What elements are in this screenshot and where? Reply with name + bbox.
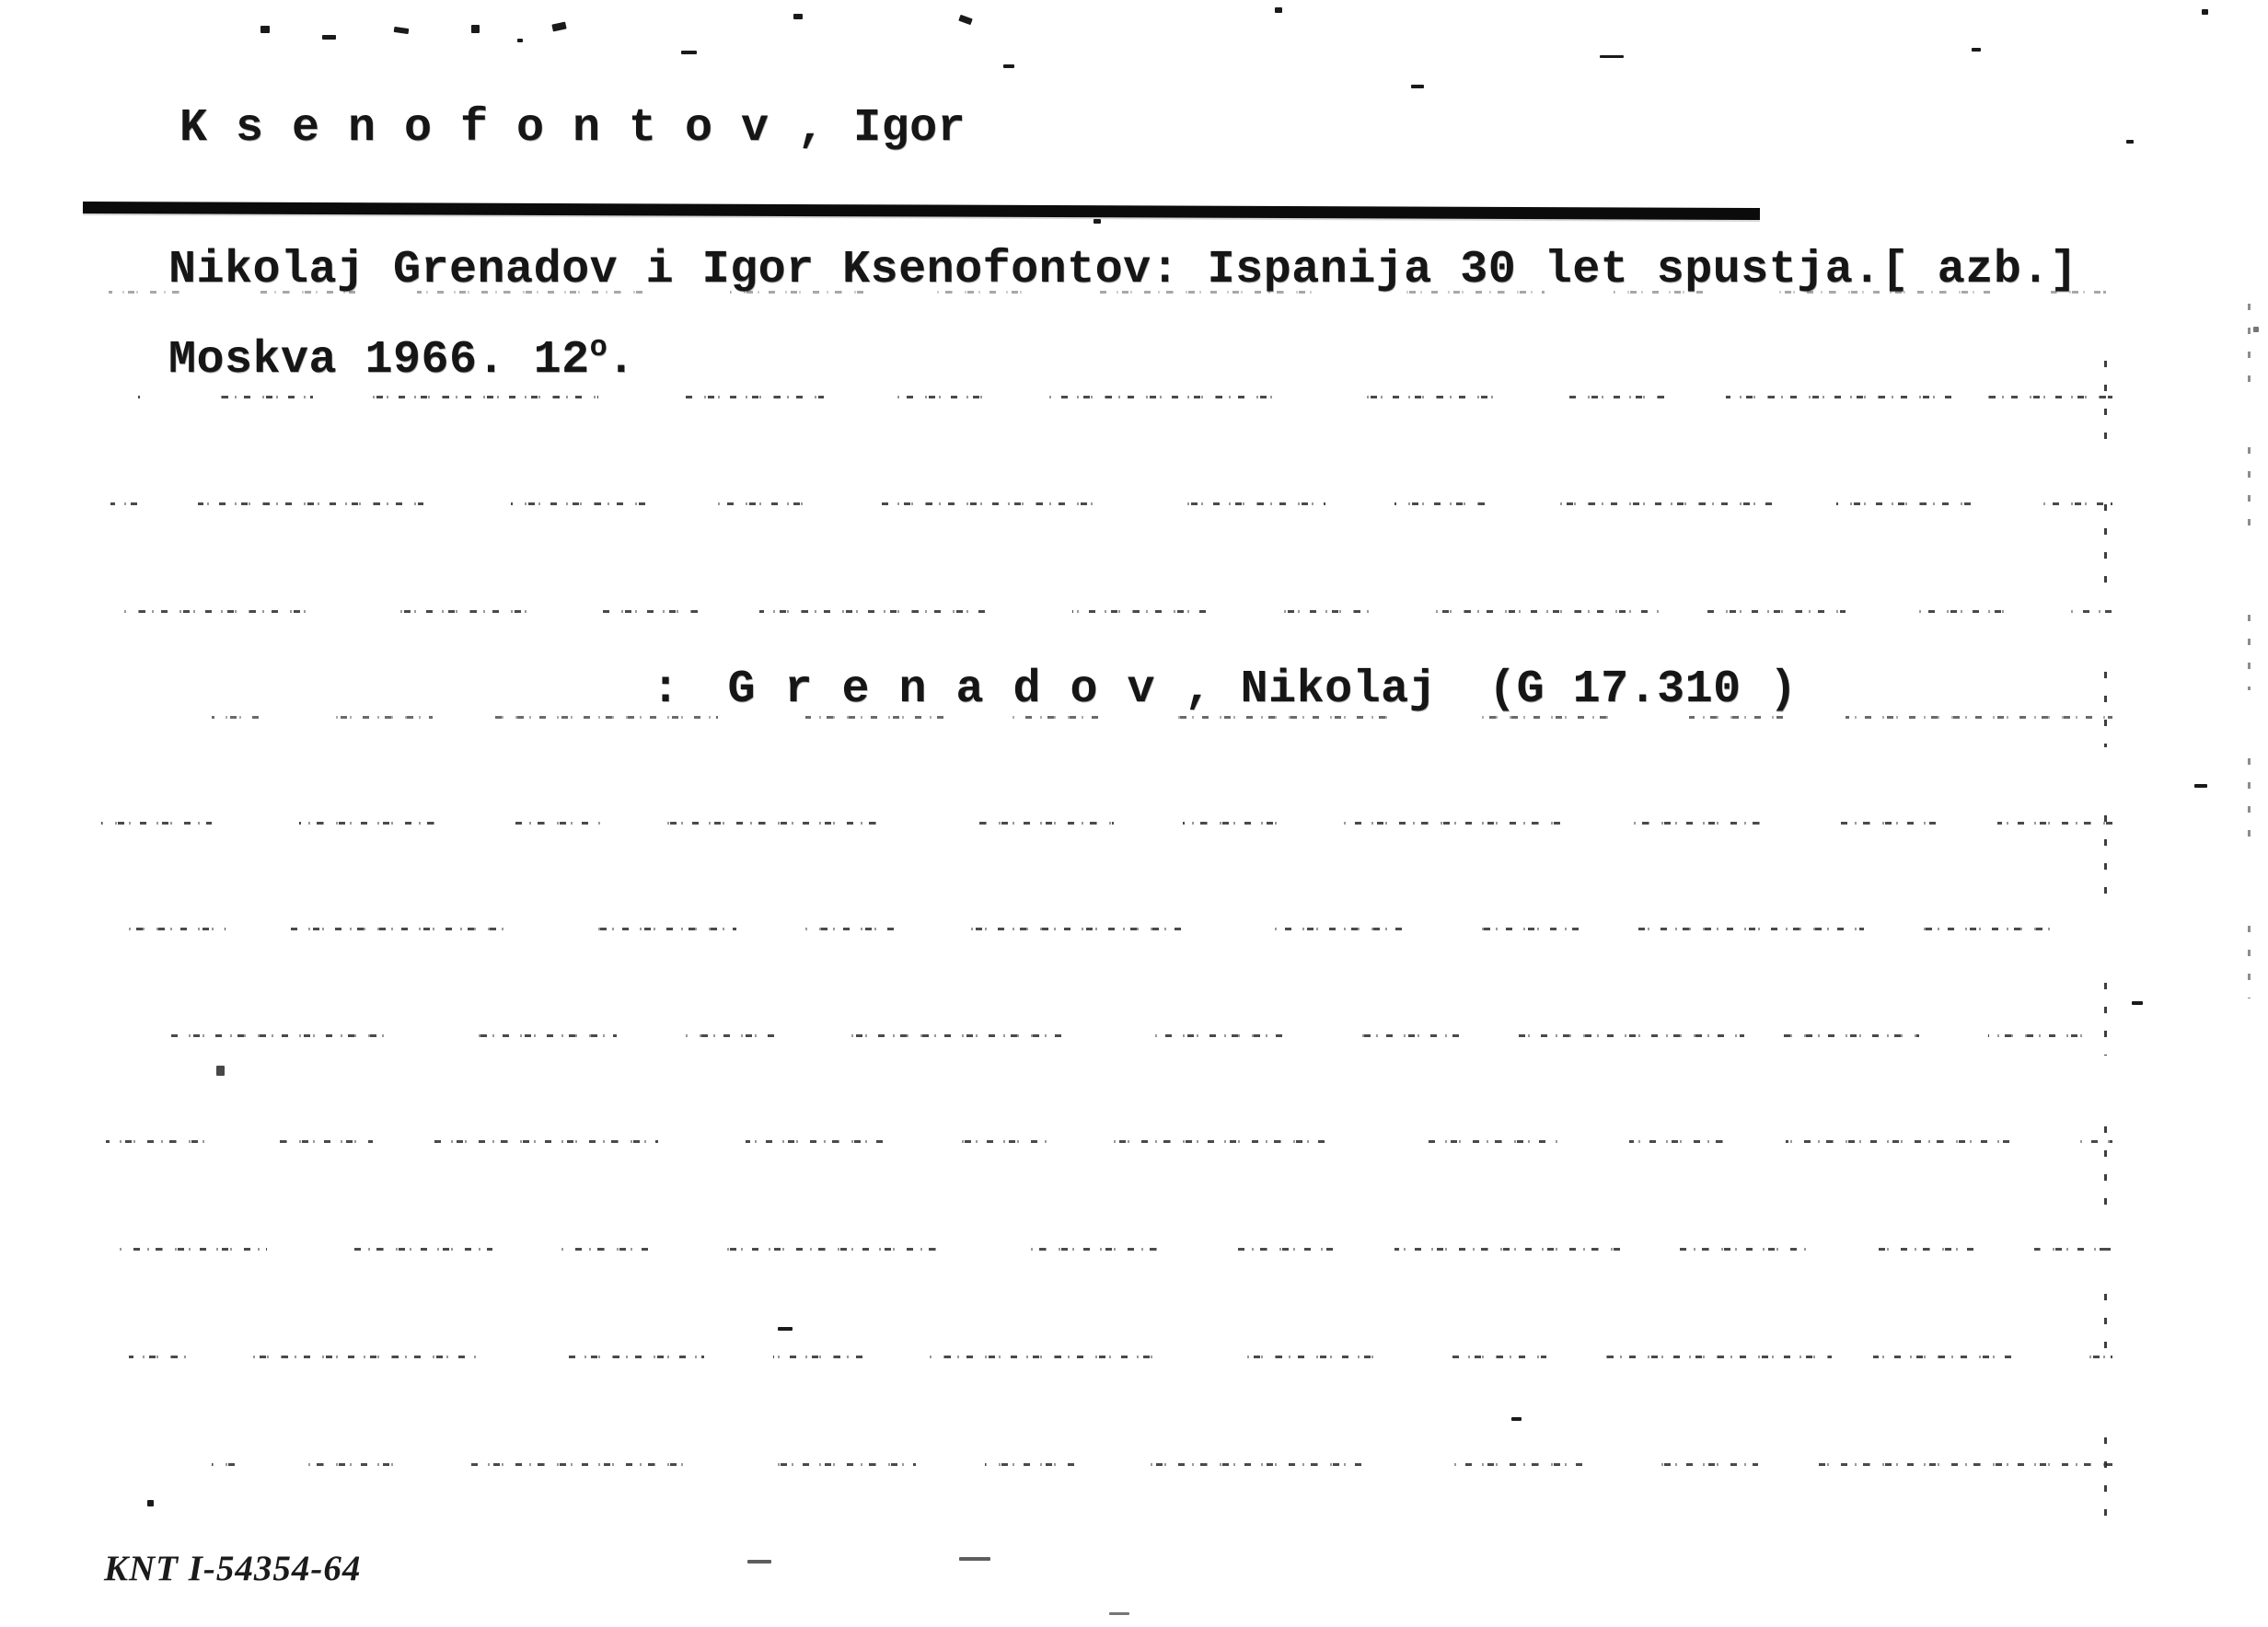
cross-reference-suffix: , Nikolaj [1184,663,1438,716]
cross-reference-surname: Grenadov [727,663,1185,716]
ruled-line [133,1034,2112,1037]
cross-reference-colon: : [652,663,680,716]
noise-speck [1094,219,1101,224]
noise-speck [1109,1612,1129,1615]
ruled-line [138,396,2112,398]
noise-speck [517,39,523,42]
right-margin-dotted-rule [2104,361,2107,1566]
entry-imprint-line [168,331,635,386]
ruled-line [110,502,2112,505]
ruled-line [129,1356,2112,1358]
ruled-line [120,1248,2112,1251]
noise-speck [2253,327,2259,332]
noise-speck [216,1066,225,1076]
cross-reference-shelfmark: (G 17.310 ) [1488,663,1798,716]
noise-speck [147,1500,154,1506]
noise-speck [1275,7,1282,13]
heading-forename: Igor [853,102,966,155]
noise-speck [322,35,336,40]
ruled-line [101,822,2112,825]
noise-speck [959,1557,990,1561]
ruled-line [115,928,2112,930]
noise-speck [2126,140,2134,144]
noise-speck [1411,85,1424,88]
noise-speck [394,27,410,34]
heading-rule [83,202,1760,220]
noise-speck [778,1327,793,1331]
imprint-text: Moskva 1966. 12 [168,334,590,387]
noise-speck [1972,48,1981,52]
noise-speck [793,14,803,19]
noise-speck [2132,1001,2143,1005]
entry-title-line: Nikolaj Grenadov i Igor Ksenofontov: Ispanija 30 let spustja.[ azb.] [168,244,2078,296]
ruled-line [106,1140,2112,1143]
noise-speck [2202,9,2208,15]
noise-speck [958,15,973,25]
imprint-suffix: . [607,334,636,387]
ruled-line [124,610,2112,613]
imprint-superscript: o [589,330,608,364]
noise-speck [747,1560,771,1564]
noise-speck [1003,64,1014,68]
cross-reference-line [652,664,1798,715]
heading-separator: , [797,102,854,155]
noise-speck [1511,1417,1522,1421]
noise-speck [471,25,480,33]
noise-speck [1600,55,1624,58]
heading-surname: Ksenofontov [179,102,798,155]
noise-speck [551,22,566,32]
ruled-line [212,716,2112,719]
noise-speck [260,26,270,33]
ruled-line [212,1463,2112,1466]
ruled-line [109,291,2106,294]
card-code: KNT I-54354-64 [104,1549,362,1588]
noise-speck [2194,784,2207,788]
noise-speck [681,51,697,54]
heading-line [179,103,966,154]
far-right-dotted-rule [2248,304,2251,1003]
